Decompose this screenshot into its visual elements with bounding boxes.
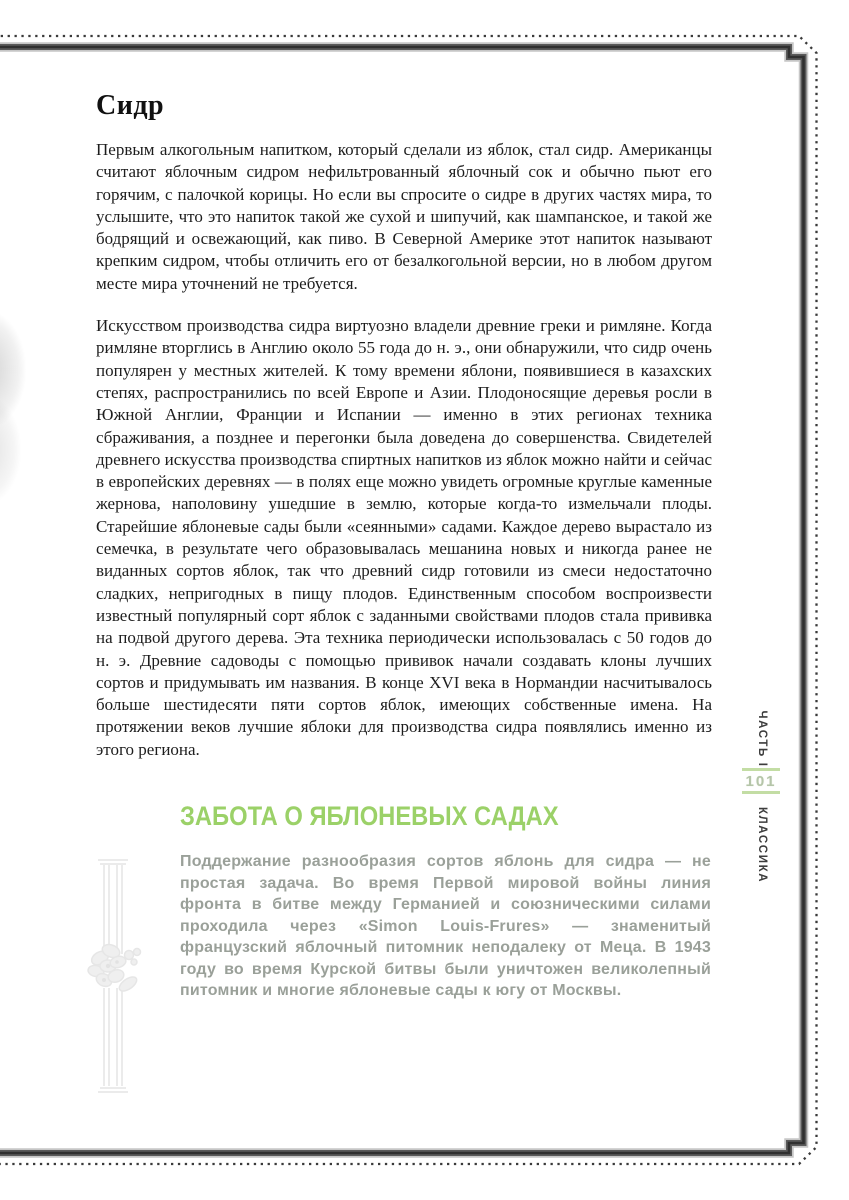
page-number-rule-bottom xyxy=(742,791,780,794)
body-paragraph-1: Первым алкогольным напитком, который сделали из яблок, стал сидр. Американцы считают яблочным сидром нефильтрованный яблочный сок и обычно пьют его горячим, с палочкой корицы. Но если вы спросите о сидре в других частях мира, то услышите, что это напиток такой же сухой и шипучий, как шампанское, и такой же бодрящий и освежающий, как пиво. В Северной Америке этот напиток называют крепким сидром, чтобы отличить его от безалкогольной версии, но в любом другом месте мира уточнений не требуется. xyxy=(96,140,712,293)
page-number: 101 xyxy=(745,773,777,790)
page-number-block xyxy=(742,768,780,794)
section-label: КЛАССИКА xyxy=(756,807,768,884)
callout-body: Поддержание разнообразия сортов яблонь для сидра — не простая задача. Во время Первой мировой войны линия фронта в битве между Германией и союзническими силами проходила через «Simon Louis-Frures» — знаменитый французский яблочный питомник неподалеку от Меца. В 1943 году во время Курской битвы были уничтожен великолепный питомник и многие яблоневые сады к югу от Москвы. xyxy=(180,853,711,1000)
callout-heading-text: ЗАБОТА О ЯБЛОНЕВЫХ САДАХ xyxy=(180,801,559,832)
main-text-column xyxy=(96,90,712,1002)
body-paragraph-2: Искусством производства сидра виртуозно владели древние греки и римляне. Когда римляне вторглись в Англию около 55 года до н. э., они обнаружили, что сидр очень популярен у местных жителей. К тому времени яблони, появившиеся в казахских степях, распространились по всей Европе и Азии. Плодоносящие деревья росли в Южной Англии, Франции и Испании — именно в этих регионах техника сбраживания, а позднее и перегонки была доведена до совершенства. Свидетелей древнего искусства производства спиртных напитков из яблок можно найти и сейчас в европейских деревнях — в полях еще можно увидеть огромные круглые каменные жернова, наполовину ушедшие в землю, которые когда-то измельчали плоды. Старейшие яблоневые сады были «сеянными» садами. Каждое дерево вырастало из семечка, в результате чего образовывалась мешанина новых и никогда ранее не виданных сортов яблок, так что древний сидр готовили из смеси недостаточно сладких, непригодных в пищу плодов. Единственным способом воспроизвести известный популярный сорт яблок с заданными свойствами плодов стала прививка на подвой другого дерева. Эта техника периодически использовалась с 50 годов до н. э. Древние садоводы с помощью прививок начали создавать клоны лучших сортов и придумывать им названия. В конце XVI века в Нормандии насчитывалось больше шестидесяти пяти сортов яблок, имеющих собственные имена. На протяжении веков лучшие яблоки для производства сидра появлялись именно из этого региона. xyxy=(96,316,712,759)
part-label: ЧАСТЬ I xyxy=(756,710,768,768)
page-title: Сидр xyxy=(96,90,165,121)
callout-heading xyxy=(180,801,711,832)
sidebar-callout-box xyxy=(180,801,711,1002)
page-edge-shadow xyxy=(0,260,60,540)
